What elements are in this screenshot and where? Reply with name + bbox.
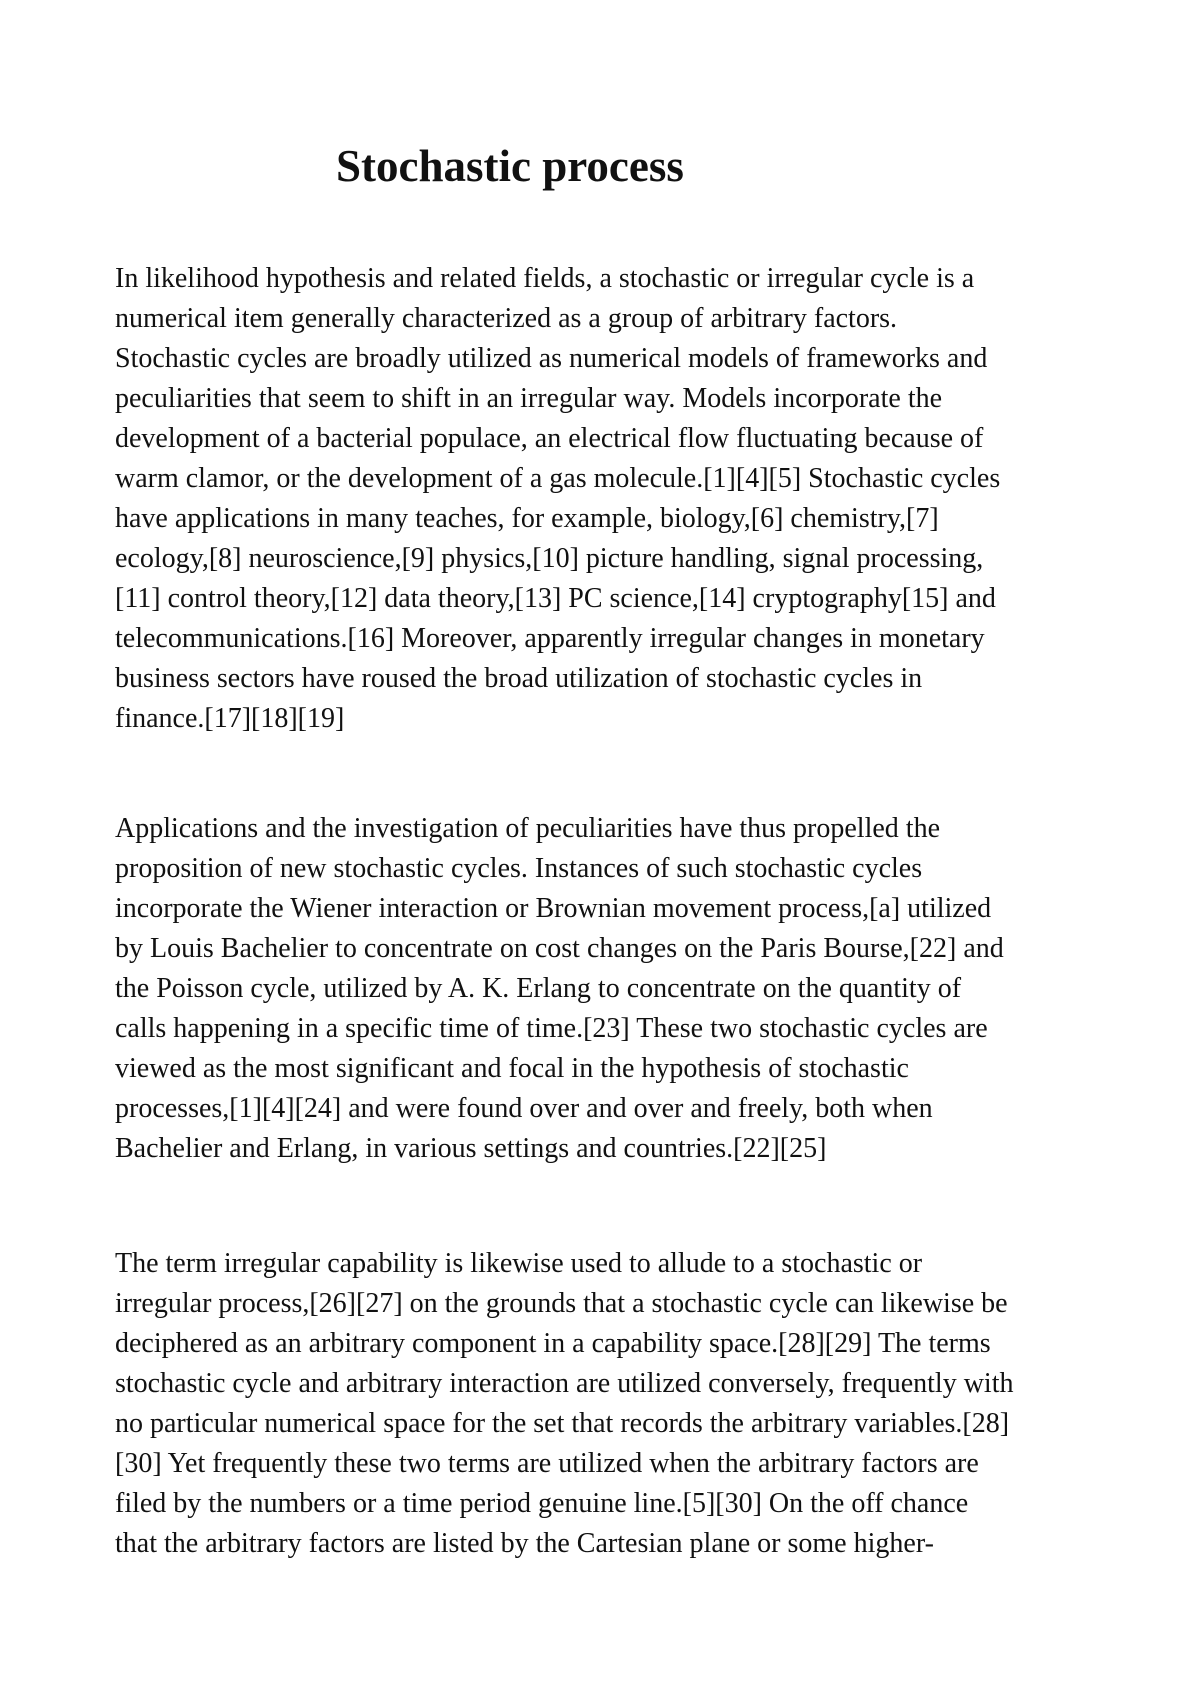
text-line: the Poisson cycle, utilized by A. K. Erlang to concentrate on the quantity of [115, 973, 962, 1004]
text-line: filed by the numbers or a time period genuine line.[5][30] On the off chance [115, 1488, 969, 1519]
text-line: viewed as the most significant and focal in the hypothesis of stochastic [115, 1053, 909, 1084]
text-line: by Louis Bachelier to concentrate on cost changes on the Paris Bourse,[22] and [115, 933, 1004, 964]
text-line: incorporate the Wiener interaction or Brownian movement process,[a] utilized [115, 893, 992, 924]
text-line: In likelihood hypothesis and related fields, a stochastic or irregular cycle is a [115, 263, 975, 294]
text-line: [11] control theory,[12] data theory,[13] PC science,[14] cryptography[15] and [115, 583, 996, 614]
text-line: telecommunications.[16] Moreover, apparently irregular changes in monetary [115, 623, 985, 654]
text-line: that the arbitrary factors are listed by the Cartesian plane or some higher- [115, 1528, 934, 1559]
text-line: peculiarities that seem to shift in an irregular way. Models incorporate the [115, 383, 943, 414]
text-line: Bachelier and Erlang, in various settings and countries.[22][25] [115, 1133, 827, 1164]
text-line: Stochastic cycles are broadly utilized as numerical models of frameworks and [115, 343, 988, 374]
text-line: numerical item generally characterized as a group of arbitrary factors. [115, 303, 898, 334]
text-line: deciphered as an arbitrary component in a capability space.[28][29] The terms [115, 1328, 991, 1359]
text-line: no particular numerical space for the set that records the arbitrary variables.[28] [115, 1408, 1010, 1439]
text-line: development of a bacterial populace, an electrical flow fluctuating because of [115, 423, 984, 454]
text-line: ecology,[8] neuroscience,[9] physics,[10] picture handling, signal processing, [115, 543, 984, 574]
text-line: warm clamor, or the development of a gas molecule.[1][4][5] Stochastic cycles [115, 463, 1001, 494]
text-line: [30] Yet frequently these two terms are utilized when the arbitrary factors are [115, 1448, 979, 1479]
text-line: calls happening in a specific time of time.[23] These two stochastic cycles are [115, 1013, 988, 1044]
text-line: The term irregular capability is likewise used to allude to a stochastic or [115, 1248, 923, 1279]
text-line: irregular process,[26][27] on the grounds that a stochastic cycle can likewise be [115, 1288, 1008, 1319]
text-line: Applications and the investigation of peculiarities have thus propelled the [115, 813, 941, 844]
document-title: Stochastic process [336, 141, 684, 191]
paragraph-2 [115, 809, 1115, 1169]
paragraph-3 [115, 1244, 1115, 1564]
text-line: stochastic cycle and arbitrary interaction are utilized conversely, frequently with [115, 1368, 1014, 1399]
text-line: business sectors have roused the broad utilization of stochastic cycles in [115, 663, 923, 694]
text-line: proposition of new stochastic cycles. Instances of such stochastic cycles [115, 853, 923, 884]
paragraph-1 [115, 259, 1115, 739]
text-line: have applications in many teaches, for example, biology,[6] chemistry,[7] [115, 503, 939, 534]
text-line: processes,[1][4][24] and were found over and over and freely, both when [115, 1093, 933, 1124]
text-line: finance.[17][18][19] [115, 703, 345, 734]
